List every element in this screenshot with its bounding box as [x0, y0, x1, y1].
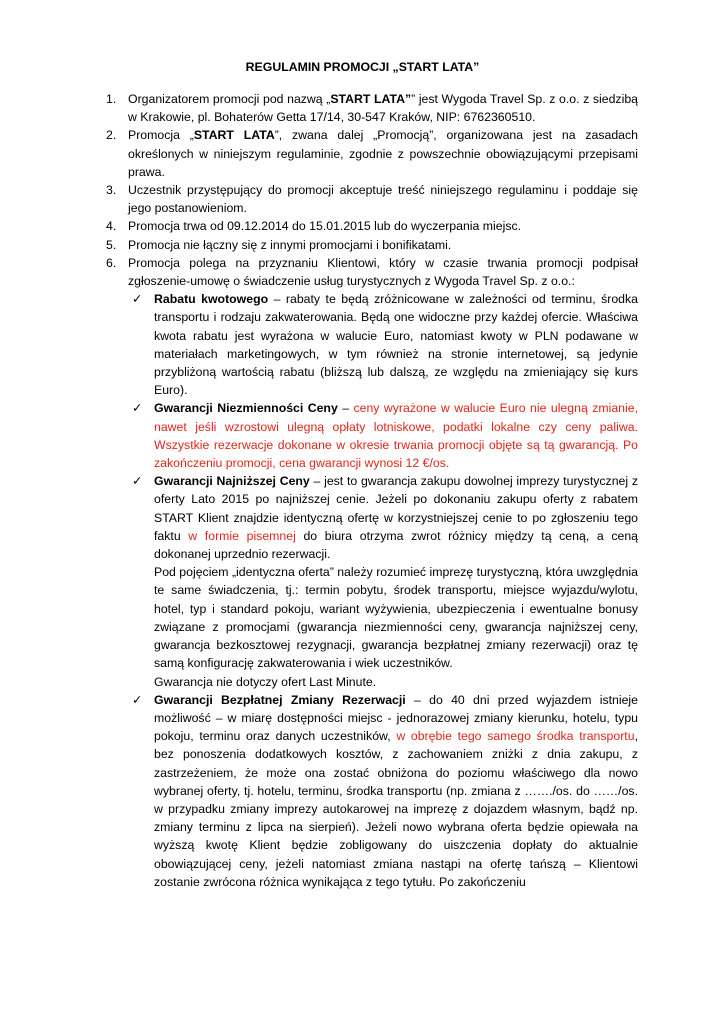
check-title: Rabatu kwotowego	[154, 292, 269, 307]
checkmark-icon: ✓	[132, 292, 143, 307]
list-item	[106, 90, 638, 126]
item-bold: START LATA	[193, 128, 275, 143]
item-text: ” jest Wygoda Travel Sp. z o.o. z siedzibą w Krakowie, pl. Bohaterów Getta 17/14, 30-547 Kraków, NIP: 6762360510.	[128, 92, 638, 125]
check-item	[106, 399, 638, 472]
check-title: Gwarancji Najniższej Ceny	[154, 474, 310, 489]
check-item	[106, 472, 638, 563]
list-item	[106, 181, 638, 217]
list-item	[106, 254, 638, 290]
check-text: – do 40 dni przed wyjazdem istnieje możliwość – w miarę dostępności miejsc - jednorazowej zmiany kierunku, hotelu, typu pokoju, terminu oraz danych uczestników,	[154, 692, 638, 744]
checkmark-list	[106, 290, 638, 891]
check-highlight: w formie pisemnej	[188, 528, 296, 543]
check-item	[106, 691, 638, 891]
check-paragraph: Gwarancja nie dotyczy ofert Last Minute.	[154, 674, 377, 689]
item-text: Promocja polega na przyznaniu Klientowi, który w czasie trwania promocji podpisał zgłoszenie-umowę o świadczenie usług turystycznych z Wygoda Travel Sp. z o.o.:	[128, 255, 638, 289]
item-text: Promocja nie łączny się z innymi promocjami i bonifikatami.	[128, 237, 452, 252]
checkmark-icon: ✓	[132, 401, 143, 416]
check-paragraph: Pod pojęciem „identyczna oferta” należy rozumieć imprezę turystyczną, która uwzględnia te same świadczenia, tj.: termin pobytu, środek transportu, miejsce wyjazdu/wylotu, hotel, typ i standard pokoju, wariant wyżywienia, ubezpieczenia i ewentualne bonusy związane z promocjami (gwarancja niezmienności ceny, gwarancja najniższej ceny, gwarancja bezkosztowej rezygnacji, gwarancja bezpłatnej zmiany rezerwacji) oraz tę samą konfigurację zakwaterowania i wiek uczestników.	[154, 565, 638, 671]
item-number: 3.	[106, 183, 117, 198]
check-highlight: ceny wyrażone w walucie Euro nie ulegną zmianie, nawet jeśli wzrostowi ulegną opłaty lotniskowe, podatki lokalne czy ceny paliwa. Wszystkie rezerwacje dokonane w okresie trwania promocji objęte są tą gwarancją. Po zakończeniu promocji, cena gwarancji wynosi 12 €/os.	[154, 401, 638, 471]
item-number: 6.	[106, 255, 117, 270]
item-text: Uczestnik przystępujący do promocji akceptuje treść niniejszego regulaminu i poddaje się jego postanowieniom.	[128, 183, 638, 216]
check-title: Gwarancji Bezpłatnej Zmiany Rezerwacji	[154, 692, 406, 707]
page-title: REGULAMIN PROMOCJI „START LATA”	[245, 60, 480, 74]
item-number: 1.	[106, 92, 117, 106]
list-item	[106, 217, 638, 235]
item-bold: START LATA”	[330, 92, 412, 106]
check-text: do biura otrzyma zwrot różnicy między tą ceną, a ceną dokonanej uprzednio rezerwacji.	[154, 528, 639, 562]
check-text: – jest to gwarancja zakupu dowolnej imprezy turystycznej z oferty Lato 2015 po najniższej cenie. Jeżeli po dokonaniu zakupu oferty z rabatem START Klient znajdzie identyczną ofertę w korzystniejszej cenie to po zgłoszeniu tego faktu	[154, 474, 638, 543]
item-number: 4.	[106, 219, 117, 234]
check-title: Gwarancji Niezmienności Ceny	[154, 401, 338, 416]
list-item	[106, 236, 638, 254]
checkmark-icon: ✓	[132, 692, 143, 707]
check-highlight: w obrębie tego samego środka transportu	[396, 729, 635, 744]
check-text: – rabaty te będą zróżnicowane w zależności od terminu, środka transportu i rodzaju zakwaterowania. Będą one widoczne przy każdej ofercie. Właściwa kwota rabatu jest wyrażona w walucie Euro, natomiast kwoty w PLN podawane w materiałach marketingowych, w tym również na stronie internetowej, są jedynie przybliżoną wartością rabatu (bliższą lub dalszą, ze względu na zmieniający się kurs Euro).	[154, 292, 638, 398]
check-item	[106, 290, 638, 399]
item-number: 2.	[106, 128, 117, 143]
check-text: –	[337, 401, 354, 416]
rules-list	[106, 90, 638, 891]
item-number: 5.	[106, 237, 117, 252]
check-text: , bez ponoszenia dodatkowych kosztów, z zachowaniem zniżki z dnia zakupu, z zastrzeżeniem, że może ona zostać obniżona do poziomu właściwego dla nowo wybranej oferty, tj. hotelu, terminu, środka transportu (np. zmiana z ……./os. do ……/os. w przypadku zmiany imprezy autokarowej na imprezę z dojazdem własnym, bądź np. zmiany terminu z lipca na sierpień). Jeżeli nowo wybrana oferta będzie opiewała na wyższą kwotę Klient będzie zobligowany do uiszczenia dopłaty do aktualnie obowiązującej ceny, jeżeli natomiast zmiana nastąpi na ofertę tańszą – Klientowi zostanie zwrócona różnica wynikająca z tego tytułu. Po zakończeniu	[154, 729, 638, 889]
item-text: ”, zwana dalej „Promocją”, organizowana jest na zasadach określonych w niniejszym regulaminie, zgodnie z powszechnie obowiązującymi przepisami prawa.	[128, 128, 638, 179]
item-text: Organizatorem promocji pod nazwą „	[128, 92, 331, 106]
item-text: Promocja „	[128, 128, 194, 143]
checkmark-icon: ✓	[132, 474, 143, 489]
item-text: Promocja trwa od 09.12.2014 do 15.01.2015 lub do wyczerpania miejsc.	[128, 219, 522, 234]
list-item	[106, 126, 638, 181]
